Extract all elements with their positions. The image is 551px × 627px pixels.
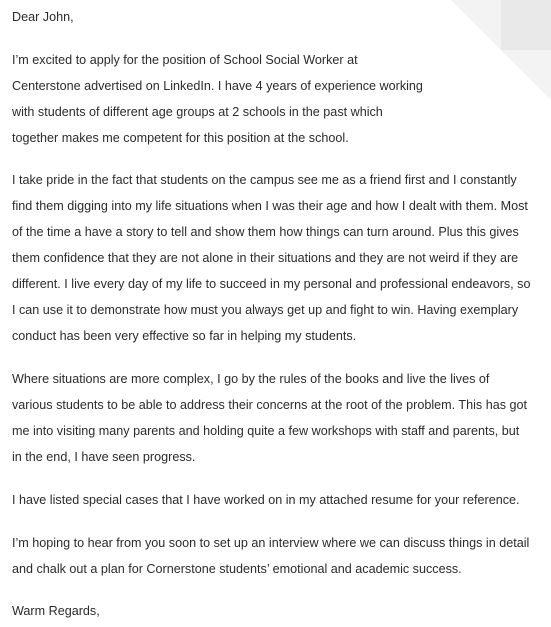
body-paragraph-resume-reference: I have listed special cases that I have worked on in my attached resume for your reference. — [12, 493, 520, 507]
intro-line: with students of different age groups at 2 schools in the past which — [12, 105, 383, 119]
body-paragraph-interview-request: I’m hoping to hear from you soon to set up an interview where we can discuss things in detail and chalk out a plan for Cornerstone students’ emotional and academic success. — [12, 536, 530, 576]
intro-paragraph — [12, 47, 423, 151]
closing: Warm Regards, — [12, 604, 100, 618]
body-paragraph-experience: I take pride in the fact that students on the campus see me as a friend first and I constantly find them digging into my life situations when I was their age and how I dealt with them. Most of the time a have a story to tell and show them how things can turn around. Plus this gives them confidence that they are not alone in their situations and they are not weird if they are different. I live every day of my life to succeed in my personal and professional endeavors, so I can use it to demonstrate how must you always get up and fight to win. Having exemplary conduct has been very effective so far in helping my students. — [12, 173, 531, 343]
corner-fold-decoration — [451, 0, 551, 100]
body-paragraph-approach: Where situations are more complex, I go by the rules of the books and live the lives of various students to be able to address their concerns at the root of the problem. This has got me into visiting many parents and holding quite a few workshops with staff and parents, but in the end, I have seen progress. — [12, 372, 528, 464]
intro-line: together makes me competent for this position at the school. — [12, 131, 349, 145]
intro-line: Centerstone advertised on LinkedIn. I have 4 years of experience working — [12, 79, 423, 93]
intro-line: I’m excited to apply for the position of School Social Worker at — [12, 53, 358, 67]
salutation: Dear John, — [12, 10, 74, 24]
